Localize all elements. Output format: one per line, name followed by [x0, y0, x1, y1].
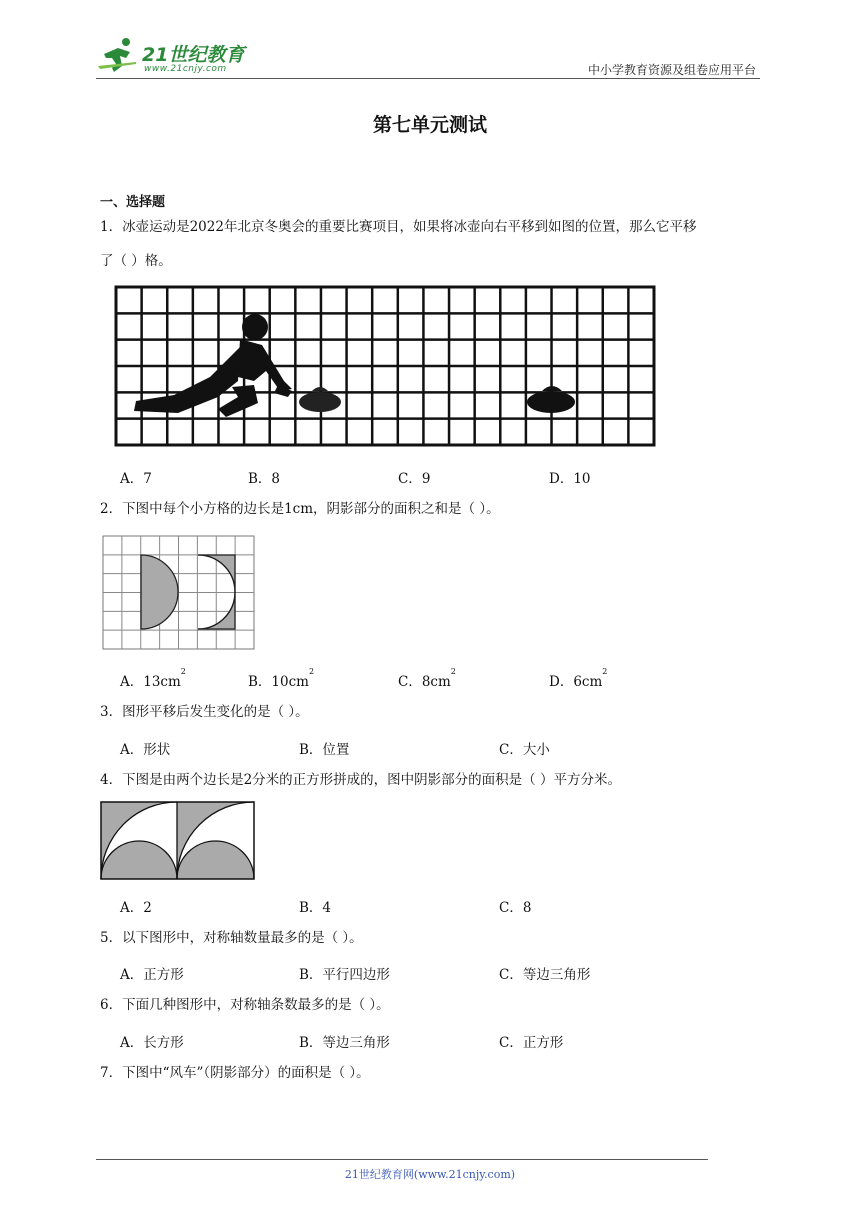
header-divider	[96, 78, 760, 79]
question-4-text: 4．下图是由两个边长是2分米的正方形拼成的，图中阴影部分的面积是（ ）平方分米。	[100, 772, 621, 788]
section-title: 一、选择题	[100, 195, 166, 210]
q3-option-b[interactable]: B．位置	[299, 742, 350, 758]
curling-grid-figure	[114, 285, 658, 449]
q4-option-c[interactable]: C．8	[499, 900, 532, 916]
question-7-text: 7．下图中“风车”（阴影部分）的面积是（ ）。	[100, 1065, 370, 1081]
semicircle-grid-figure	[102, 535, 256, 651]
q4-option-b[interactable]: B．4	[299, 900, 332, 916]
q5-option-c[interactable]: C．等边三角形	[499, 967, 591, 983]
question-1-text-cont: 了（ ）格。	[100, 253, 172, 269]
q1-option-b[interactable]: B．8	[248, 471, 281, 487]
page-title: 第七单元测试	[372, 114, 487, 136]
q3-option-c[interactable]: C．大小	[499, 742, 550, 758]
question-1-text: 1．冰壶运动是2022年北京冬奥会的重要比赛项目，如果将冰壶向右平移到如图的位置，那么它平移	[100, 219, 697, 235]
q2-option-a[interactable]: A．$13cm^2$	[120, 667, 186, 690]
footer-divider	[96, 1159, 708, 1160]
q1-option-a[interactable]: A．7	[120, 471, 152, 487]
q5-option-a[interactable]: A．正方形	[120, 967, 184, 983]
site-logo	[96, 36, 266, 80]
q2-option-c[interactable]: C．$8cm^2$	[398, 667, 456, 690]
q2-option-d[interactable]: D．$6cm^2$	[549, 667, 608, 690]
q1-option-d[interactable]: D．10	[549, 471, 591, 487]
question-5-text: 5．以下图形中，对称轴数量最多的是（ ）。	[100, 930, 363, 946]
q3-option-a[interactable]: A．形状	[120, 742, 171, 758]
platform-name: 中小学教育资源及组卷应用平台	[587, 63, 756, 77]
q6-option-a[interactable]: A．长方形	[120, 1035, 184, 1051]
question-3-text: 3．图形平移后发生变化的是（ ）。	[100, 704, 309, 720]
runner-logo-icon	[96, 36, 142, 76]
q2-option-b[interactable]: B．$10cm^2$	[248, 667, 315, 690]
question-2-text: 2．下图中每个小方格的边长是1cm，阴影部分的面积之和是（ ）。	[100, 501, 500, 517]
q6-option-c[interactable]: C．正方形	[499, 1035, 564, 1051]
logo-text: 21世纪教育	[142, 44, 245, 66]
q5-option-b[interactable]: B．平行四边形	[299, 967, 390, 983]
q6-option-b[interactable]: B．等边三角形	[299, 1035, 390, 1051]
footer-link[interactable]: 21世纪教育网(www.21cnjy.com)	[344, 1168, 516, 1181]
q4-option-a[interactable]: A．2	[120, 900, 152, 916]
logo-url: www.21cnjy.com	[144, 64, 227, 74]
question-6-text: 6．下面几种图形中，对称轴条数最多的是（ ）。	[100, 997, 390, 1013]
squares-arc-figure	[100, 801, 256, 881]
q1-option-c[interactable]: C．9	[398, 471, 431, 487]
